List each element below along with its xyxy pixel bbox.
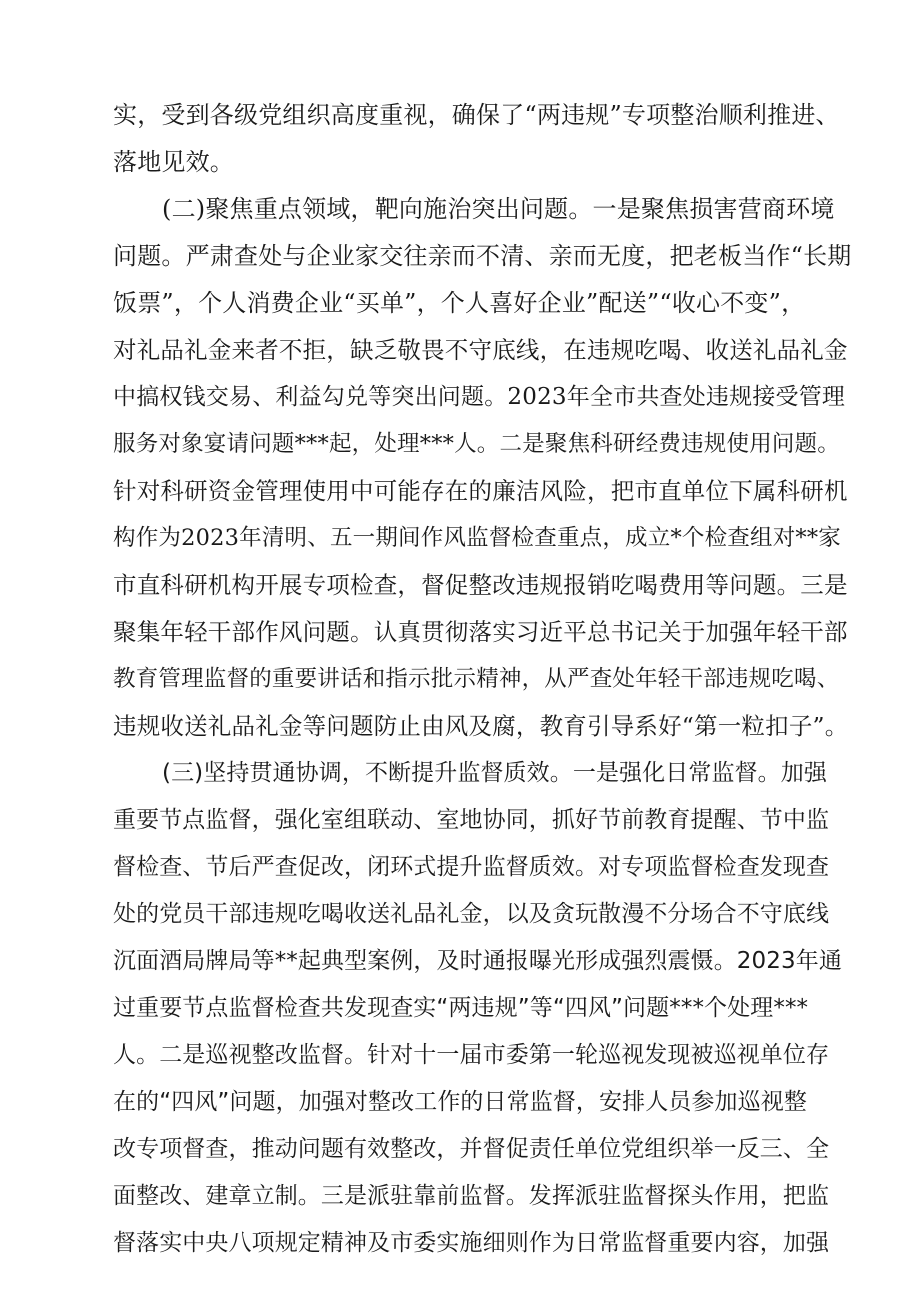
paragraph-2-line-2: 问题。严肃查处与企业家交往亲而不清、亲而无度，把老板当作“长期	[113, 242, 852, 270]
paragraph-2-line-4: 对礼品礼金来者不拒，缺乏敬畏不守底线，在违规吃喝、收送礼品礼金	[113, 336, 848, 364]
paragraph-1-line-1: 实，受到各级党组织高度重视，确保了“两违规”专项整治顺利推进、	[113, 101, 840, 129]
paragraph-2-line-11: 教育管理监督的重要讲话和指示批示精神，从严查处年轻干部违规吃喝、	[113, 666, 840, 692]
paragraph-3-line-4: 处的党员干部违规吃喝收送礼品礼金，以及贪玩散漫不分场合不守底线	[113, 901, 830, 927]
paragraph-2-line-3: 饭票”，个人消费企业“买单”，个人喜好企业”配送”“收心不变”，	[113, 289, 806, 317]
paragraph-3-line-3: 督检查、节后严查促改，闭环式提升监督质效。对专项监督检查发现查	[113, 854, 830, 880]
paragraph-2-line-9: 市直科研机构开展专项检查，督促整改违规报销吃喝费用等问题。三是	[113, 571, 848, 599]
paragraph-3-line-6: 过重要节点监督检查共发现查实“两违规”等“四风”问题***个处理***	[113, 995, 809, 1021]
paragraph-3-line-9: 改专项督查，推动问题有效整改，并督促责任单位党组织举一反三、全	[113, 1136, 830, 1162]
paragraph-2-line-12: 违规收送礼品礼金等问题防止由风及腐，教育引导系好“第一粒扣子”。	[113, 712, 849, 740]
paragraph-3-line-11: 督落实中央八项规定精神及市委实施细则作为日常监督重要内容，加强	[113, 1230, 830, 1256]
paragraph-2-line-10: 聚集年轻干部作风问题。认真贯彻落实习近平总书记关于加强年轻干部	[113, 618, 848, 646]
paragraph-2-line-8: 构作为2023年清明、五一期间作风监督检查重点，成立*个检查组对**家	[113, 525, 842, 551]
paragraph-3-line-8: 在的“四风”问题，加强对整改工作的日常监督，安排人员参加巡视整	[113, 1089, 807, 1115]
paragraph-3-line-2: 重要节点监督，强化室组联动、室地协同，抓好节前教育提醒、节中监	[113, 807, 830, 833]
paragraph-1-line-2: 落地见效。	[113, 148, 234, 176]
paragraph-3-line-1: (三)坚持贯通协调，不断提升监督质效。一是强化日常监督。加强	[162, 760, 827, 786]
paragraph-2-line-5: 中搞权钱交易、利益勾兑等突出问题。2023年全市共查处违规接受管理	[113, 384, 846, 410]
paragraph-2-line-1: (二)聚焦重点领域，靶向施治突出问题。一是聚焦损害营商环境	[162, 195, 835, 223]
paragraph-2-line-7: 针对科研资金管理使用中可能存在的廉洁风险，把市直单位下属科研机	[113, 477, 848, 505]
paragraph-3-line-5: 沉面酒局牌局等**起典型案例，及时通报曝光形成强烈震慑。2023年通	[113, 948, 842, 974]
paragraph-2-line-6: 服务对象宴请问题***起，处理***人。二是聚焦科研经费违规使用问题。	[113, 431, 841, 457]
paragraph-3-line-10: 面整改、建章立制。三是派驻靠前监督。发挥派驻监督探头作用，把监	[113, 1183, 830, 1209]
paragraph-3-line-7: 人。二是巡视整改监督。针对十一届市委第一轮巡视发现被巡视单位存	[113, 1042, 830, 1068]
